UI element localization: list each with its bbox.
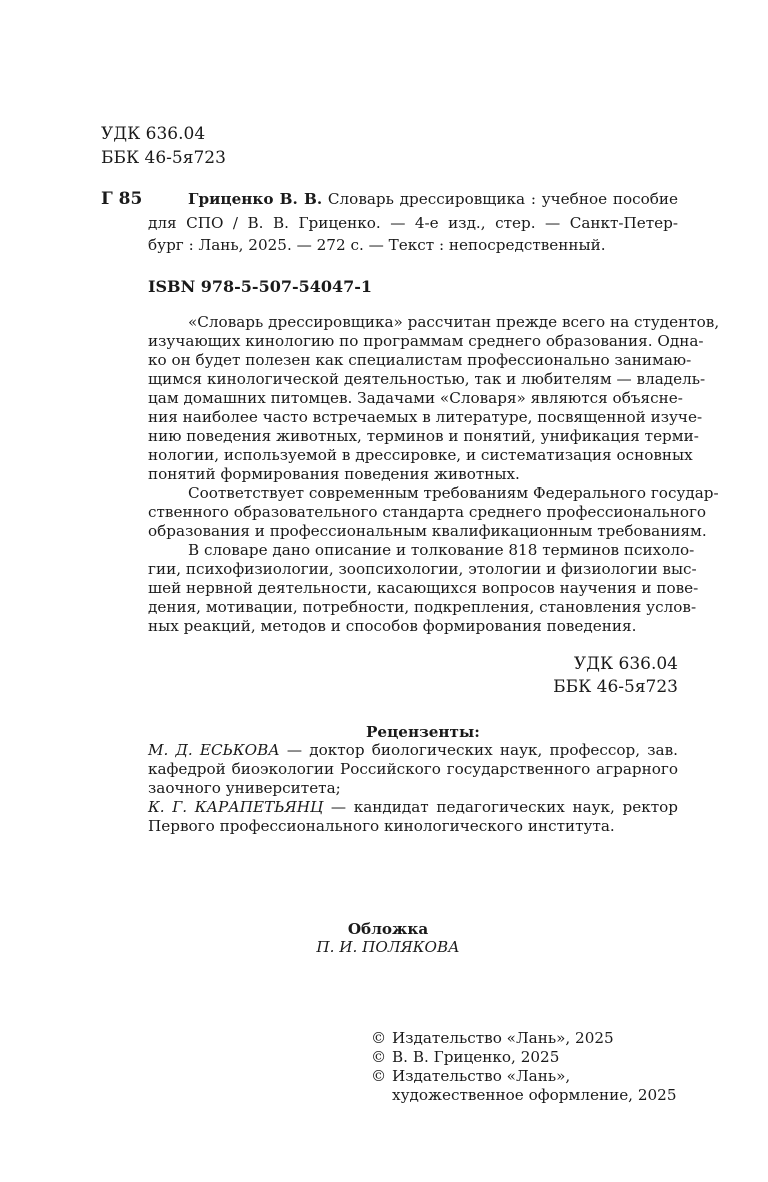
abstract-line: дения, мотивации, потребности, подкрепления, становления услов- [148,598,697,616]
bib-line-3: бург : Лань, 2025. — 272 с. — Текст : непосредственный. [148,236,606,254]
bbk-code-top: ББК 46-5я723 [101,148,226,168]
abstract-line: гии, психофизиологии, зоопсихологии, этологии и физиологии выс- [148,560,697,578]
reviewers-heading: Рецензенты: [366,723,480,741]
abstract-line: образования и профессиональным квалификационным требованиям. [148,522,707,540]
abstract-line: ственного образовательного стандарта среднего профессионального [148,503,707,521]
abstract-line: ных реакций, методов и способов формирования поведения. [148,617,637,635]
udk-code-bottom: УДК 636.04 [573,654,678,674]
reviewer-1-line-3: заочного университета; [148,779,341,797]
copyright-line-1: Издательство «Лань», 2025 [392,1029,614,1047]
abstract-line: «Словарь дрессировщика» рассчитан прежде всего на студентов, [188,313,720,331]
reviewer-1-line-2: кафедрой биоэкологии Российского государственного аграрного [148,760,678,778]
author-mark: Г 85 [101,189,143,209]
copyright-symbol: © [371,1048,387,1066]
cover-heading: Обложка [347,920,429,938]
copyright-line-2: В. В. Гриценко, 2025 [392,1048,560,1066]
isbn: ISBN 978-5-507-54047-1 [148,277,373,296]
abstract-line: цам домашних питомцев. Задачами «Словаря» являются объясне- [148,389,683,407]
abstract-line: ко он будет полезен как специалистам профессионально занимаю- [148,351,692,369]
reviewer-1-title: — доктор биологических наук, профессор, зав. [279,741,678,759]
copyright-line-4: художественное оформление, 2025 [392,1086,677,1104]
cover-artist: П. И. ПОЛЯКОВА [316,938,460,956]
bib-author: Гриценко В. В. [188,190,323,208]
reviewer-1-name: М. Д. ЕСЬКОВА [148,741,280,759]
udk-code-top: УДК 636.04 [101,124,206,144]
abstract-line: Соответствует современным требованиям Федерального государ- [188,484,719,502]
reviewer-1-line [148,741,678,759]
bib-title: Словарь дрессировщика : учебное пособие [322,190,678,208]
reviewer-2-name: К. Г. КАРАПЕТЬЯНЦ [148,798,324,816]
copyright-symbol: © [371,1029,387,1047]
abstract-line: шей нервной деятельности, касающихся вопросов научения и пове- [148,579,699,597]
abstract-line: изучающих кинологию по программам среднего образования. Одна- [148,332,704,350]
bib-line-1 [188,190,678,208]
abstract-line: нологии, используемой в дрессировке, и систематизация основных [148,446,693,464]
abstract-line: щимся кинологической деятельностью, так и любителям — владель- [148,370,706,388]
copyright-symbol: © [371,1067,387,1085]
reviewer-2-line-2: Первого профессионального кинологического института. [148,817,615,835]
abstract-line: понятий формирования поведения животных. [148,465,520,483]
reviewer-2-title: — кандидат педагогических наук, ректор [323,798,679,816]
reviewer-2-line [148,798,678,816]
copyright-line-3: Издательство «Лань», [392,1067,571,1085]
abstract-line: В словаре дано описание и толкование 818 терминов психоло- [188,541,695,559]
abstract-line: ния наиболее часто встречаемых в литературе, посвященной изуче- [148,408,703,426]
abstract-line: нию поведения животных, терминов и понятий, унификация терми- [148,427,699,445]
bib-line-2: для СПО / В. В. Гриценко. — 4-е изд., стер. — Санкт-Петер- [148,214,678,232]
bbk-code-bottom: ББК 46-5я723 [553,677,678,697]
